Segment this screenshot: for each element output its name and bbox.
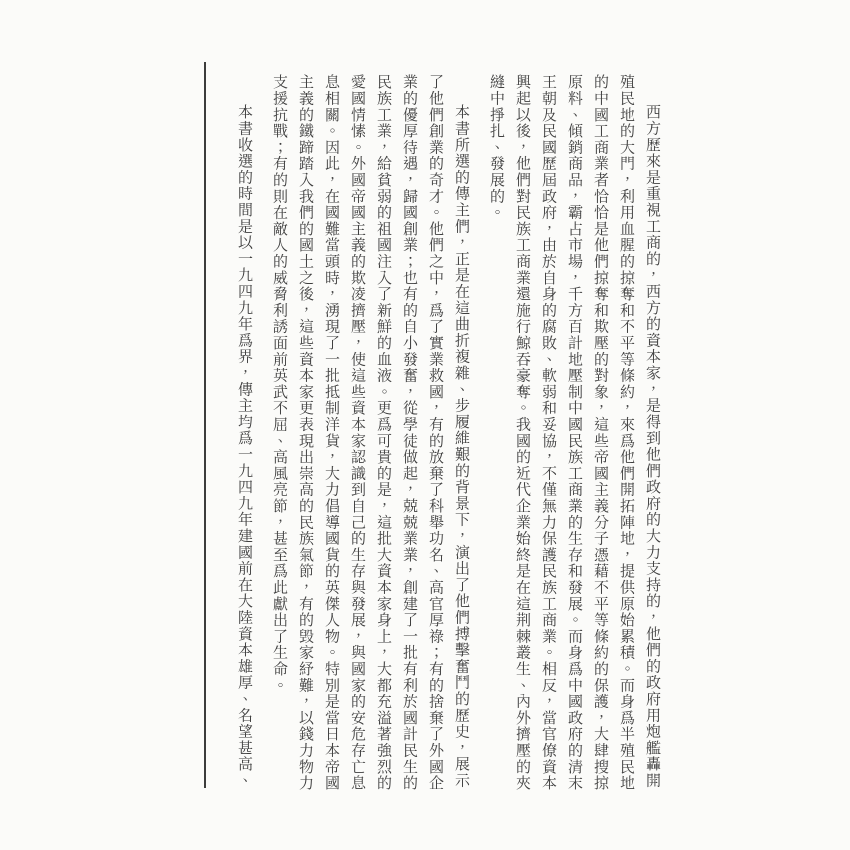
left-margin-rule bbox=[204, 62, 206, 788]
preface-paragraph-3: 本書收選的時間是以一九四九年爲界，傳主均爲一九四九年建國前在大陸資本雄厚、名望甚高、 bbox=[236, 104, 254, 789]
preface-paragraph-2: 本書所選的傳主們，正是在這曲折複雜、步履維艱的背景下，演出了他們搏擊奮鬥的歷史，展示了他們創業的奇才。他們之中，爲了實業救國，有的放棄了科舉功名、高官厚祿；有的捨棄了外國企業的優厚待遇，歸國創業；也有的自小發奮，從學徒做起，兢兢業業，創建了一批有利於國計民生的民族工業，給貧弱的祖國注入了新鮮的血液。更爲可貴的是，這批大資本家身上，大都充溢著強烈的愛國情愫。外國帝國主義的欺凌擠壓，使這些資本家認識到自己的生存與發展，與國家的安危存亡息息相關。因此，在國難當頭時，湧現了一批抵制洋貨，大力倡導國貨的英傑人物。特別是當日本帝國主義的鐵蹄踏入我們的國土之後，這些資本家更表現出崇高的民族氣節，有的毁家紓難，以錢力物力支援抗戰；有的則在敵人的威脅利誘面前英武不屈、高風亮節，甚至爲此獻出了生命。 bbox=[271, 74, 471, 792]
preface-paragraph-1: 西方歷來是重視工商的，西方的資本家，是得到他們政府的大力支持的，他們的政府用炮艦轟開殖民地的大門，利用血腥的掠奪和不平等條約，來爲他們開拓陣地，提供原始累積。而身爲半殖民地的中國工商業者恰恰是他們掠奪和欺壓的對象，這些帝國主義分子憑藉不平等條約的保護，大肆搜掠原料、傾銷商品，霸占市場，千方百計地壓制中國民族工商業的生存和發展。而身爲中國政府的清末王朝及民國歷屆政府，由於自身的腐敗、軟弱和妥協，不僅無力保護民族工商業。相反，當官僚資本興起以後，他們對民族工商業還施行鯨吞豪奪。我國的近代企業始終是在這荆棘叢生、內外擠壓的夾縫中掙扎、發展的。 bbox=[488, 74, 662, 792]
preface-text-block bbox=[223, 74, 666, 794]
